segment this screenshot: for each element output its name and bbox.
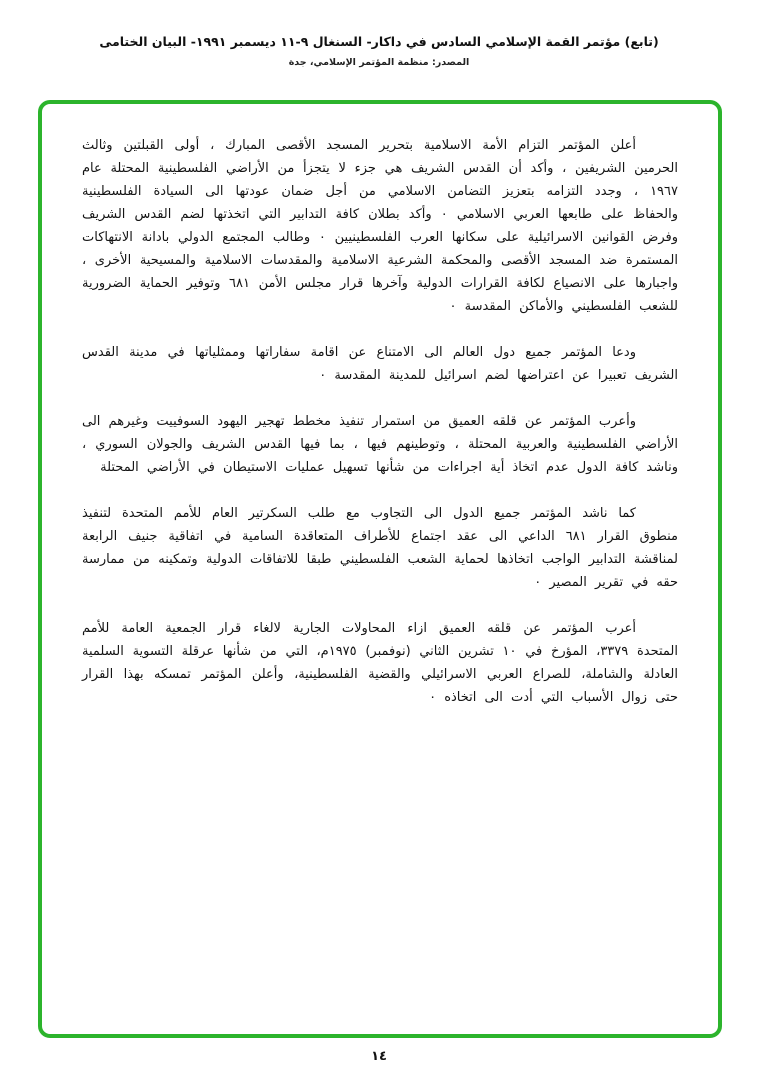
content-frame [38, 100, 722, 1038]
paragraph-3: وأعرب المؤتمر عن قلقه العميق من استمرار تنفيذ مخطط تهجير اليهود السوفييت وغيرهم الى الأراضي الفلسطينية والعربية المحتلة ، وتوطينهم فيها ، بما فيها القدس الشريف والجولان السوري ، وناشد كافة الدول عدم اتخاذ أية اجراءات من شأنها تسهيل عمليات الاستيطان في الأراضي المحتلة [82, 414, 678, 475]
paragraph-1: أعلن المؤتمر التزام الأمة الاسلامية بتحرير المسجد الأقصى المبارك ، أولى القبلتين وثالث الحرمين الشريفين ، وأكد أن القدس الشريف هي جزء لا يتجزأ من الأراضي الفلسطينية المحتلة عام ١٩٦٧ ، وجدد التزامه بتعزيز التضامن الاسلامي من أجل ضمان عودتها الى السيادة الفلسطينية والحفاظ على طابعها العربي الاسلامي ٠ وأكد بطلان كافة التدابير التي اتخذتها لضم القدس الشريف وفرض القوانين الاسرائيلية على سكانها العرب الفلسطينيين ٠ وطالب المجتمع الدولي بادانة الانتهاكات المستمرة ضد المسجد الأقصى والمحكمة الشرعية الاسلامية والمقدسات الاسلامية والمسيحية الأخرى ، واجبارها على الانصياع لكافة القرارات الدولية وآخرها قرار مجلس الأمن ٦٨١ وتوفير الحماية الضرورية للشعب الفلسطيني والأماكن المقدسة ٠ [82, 138, 679, 314]
paragraph-2: ودعا المؤتمر جميع دول العالم الى الامتناع عن اقامة سفاراتها وممثلياتها في مدينة القدس الشريف تعبيرا عن اعتراضها لضم اسرائيل للمدينة المقدسة ٠ [82, 345, 678, 383]
document-body [82, 134, 678, 709]
header-title: (تابع) مؤتمر القمة الإسلامي السادس في داكار- السنغال ٩-١١ ديسمبر ١٩٩١- البيان الختامى [99, 34, 659, 49]
document-header [0, 34, 758, 68]
page-number: ١٤ [371, 1049, 387, 1064]
header-source: المصدر: منظمة المؤتمر الإسلامي، جدة [288, 57, 470, 68]
paragraph-4: كما ناشد المؤتمر جميع الدول الى التجاوب مع طلب السكرتير العام للأمم المتحدة لتنفيذ منطوق القرار ٦٨١ الداعي الى عقد اجتماع للأطراف المتعاقدة السامية في اتفاقية جنيف الرابعة لمناقشة التدابير الواجب اتخاذها لحماية الشعب الفلسطيني طبقا للاتفاقات الدولية وتمكينه من ممارسة حقه في تقرير المصير ٠ [82, 506, 678, 590]
paragraph-5: أعرب المؤتمر عن قلقه العميق ازاء المحاولات الجارية لالغاء قرار الجمعية العامة للأمم المتحدة ٣٣٧٩، المؤرخ في ١٠ تشرين الثاني (نوفمبر) ١٩٧٥م، التي من شأنها عرقلة التسوية السلمية العادلة والشاملة، للصراع العربي الاسرائيلي والقضية الفلسطينية، وأعلن المؤتمر تمسكه بهذا القرار حتى زوال الأسباب التي أدت الى اتخاذه ٠ [82, 621, 678, 705]
